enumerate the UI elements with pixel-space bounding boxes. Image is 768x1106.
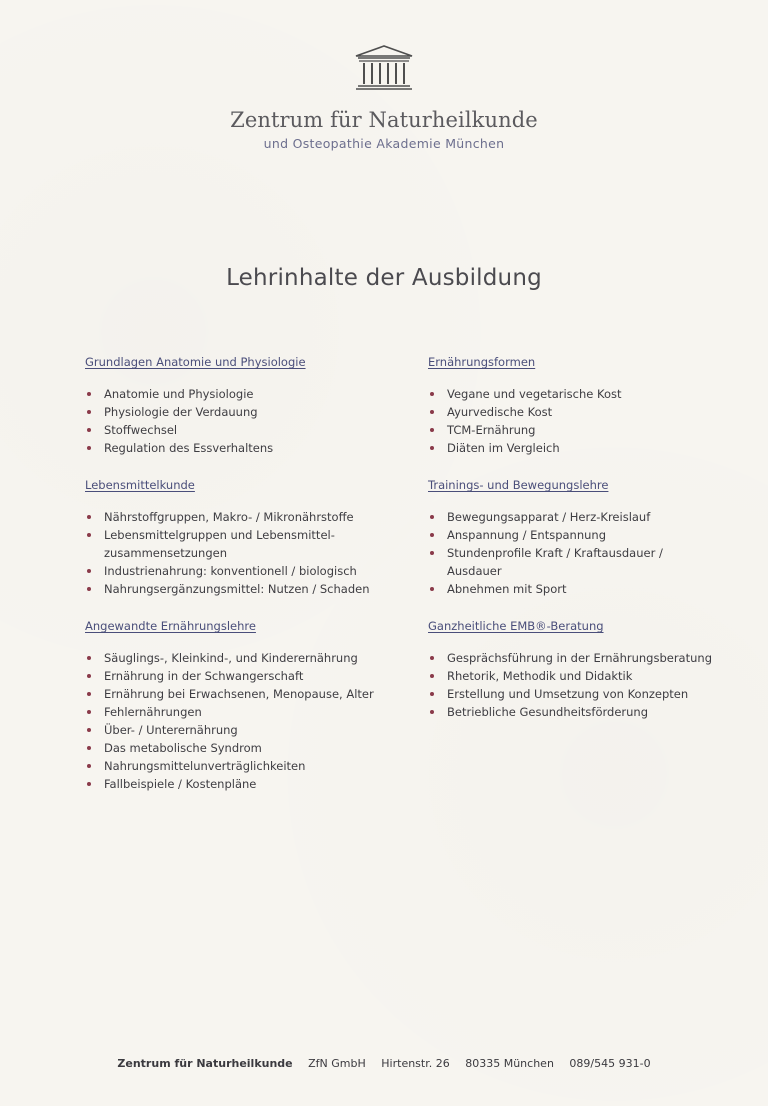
list-item: Lebensmittelgruppen und Lebensmittel-zusammensetzungen (85, 526, 385, 562)
list-item: Erstellung und Umsetzung von Konzepten (428, 685, 718, 703)
section-emb-beratung (428, 619, 718, 721)
temple-logo-icon (352, 44, 416, 92)
footer-company: ZfN GmbH (308, 1057, 366, 1070)
right-column (428, 355, 718, 742)
item-list (85, 508, 385, 598)
list-item: Fehlernährungen (85, 703, 385, 721)
item-list (428, 649, 718, 721)
list-item: Das metabolische Syndrom (85, 739, 385, 757)
list-item: Bewegungsapparat / Herz-Kreislauf (428, 508, 718, 526)
list-item: Fallbeispiele / Kostenpläne (85, 775, 385, 793)
list-item: Ernährung in der Schwangerschaft (85, 667, 385, 685)
list-item: Abnehmen mit Sport (428, 580, 718, 598)
list-item: Industrienahrung: konventionell / biologisch (85, 562, 385, 580)
section-heading: Ernährungsformen (428, 355, 536, 369)
footer-street: Hirtenstr. 26 (381, 1057, 450, 1070)
list-item: Vegane und vegetarische Kost (428, 385, 718, 403)
section-lebensmittelkunde (85, 478, 385, 598)
list-item: Nahrungsergänzungsmittel: Nutzen / Schaden (85, 580, 385, 598)
section-heading: Trainings- und Bewegungslehre (428, 478, 609, 492)
footer-brand: Zentrum für Naturheilkunde (117, 1057, 293, 1070)
list-item: Gesprächsführung in der Ernährungsberatung (428, 649, 718, 667)
list-item: Nahrungsmittelunverträglichkeiten (85, 757, 385, 775)
section-ernaehrungsformen (428, 355, 718, 457)
section-grundlagen (85, 355, 385, 457)
section-trainingslehre (428, 478, 718, 598)
list-item: Regulation des Essverhaltens (85, 439, 385, 457)
list-item: Physiologie der Verdauung (85, 403, 385, 421)
section-heading: Grundlagen Anatomie und Physiologie (85, 355, 306, 369)
list-item: Ernährung bei Erwachsenen, Menopause, Alter (85, 685, 385, 703)
list-item: Stundenprofile Kraft / Kraftausdauer / Ausdauer (428, 544, 718, 580)
footer (0, 1057, 768, 1070)
list-item: TCM-Ernährung (428, 421, 718, 439)
item-list (428, 385, 718, 457)
list-item: Anatomie und Physiologie (85, 385, 385, 403)
list-item: Diäten im Vergleich (428, 439, 718, 457)
brand-subtitle: und Osteopathie Akademie München (263, 136, 505, 151)
section-heading: Ganzheitliche EMB®-Beratung (428, 619, 604, 633)
list-item: Ayurvedische Kost (428, 403, 718, 421)
section-angewandte-ernaehrungslehre (85, 619, 385, 793)
list-item: Über- / Unterernährung (85, 721, 385, 739)
section-heading: Lebensmittelkunde (85, 478, 195, 492)
footer-phone: 089/545 931-0 (569, 1057, 651, 1070)
list-item: Stoffwechsel (85, 421, 385, 439)
left-column (85, 355, 385, 814)
page-title: Lehrinhalte der Ausbildung (226, 265, 542, 292)
list-item: Rhetorik, Methodik und Didaktik (428, 667, 718, 685)
item-list (428, 508, 718, 598)
list-item: Säuglings-, Kleinkind-, und Kinderernährung (85, 649, 385, 667)
section-heading: Angewandte Ernährungslehre (85, 619, 256, 633)
footer-city: 80335 München (465, 1057, 554, 1070)
list-item: Betriebliche Gesundheitsförderung (428, 703, 718, 721)
brand-name: Zentrum für Naturheilkunde (230, 108, 538, 132)
list-item: Nährstoffgruppen, Makro- / Mikronährstoffe (85, 508, 385, 526)
item-list (85, 649, 385, 793)
item-list (85, 385, 385, 457)
list-item: Anspannung / Entspannung (428, 526, 718, 544)
